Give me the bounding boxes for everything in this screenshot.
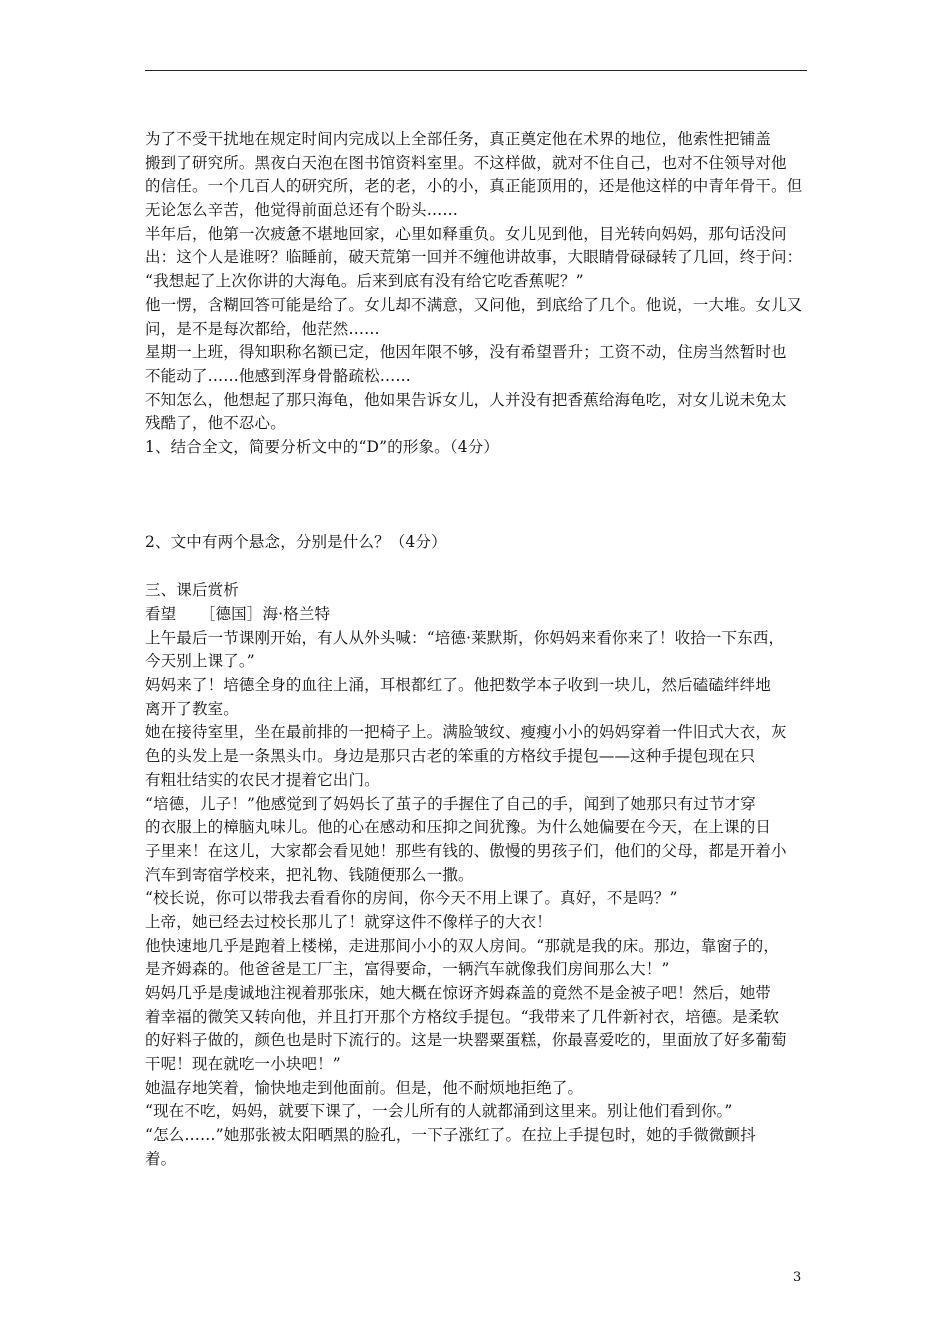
page-number: 3 <box>793 1270 802 1285</box>
paragraph-line: “培德，儿子！”他感觉到了妈妈长了茧子的手握住了自己的手，闻到了她那只有过节才穿 <box>145 794 756 813</box>
answer-space-2 <box>145 554 810 579</box>
paragraph-line: 不能动了……他感到浑身骨骼疏松…… <box>145 366 412 385</box>
paragraph-line: 无论怎么辛苦，他觉得前面总还有个盼头…… <box>145 201 459 220</box>
paragraph-line: “我想起了上次你讲的大海龟。后来到底有没有给它吃香蕉呢？” <box>145 272 584 291</box>
paragraph-line: 他快速地几乎是跑着上楼梯，走进那间小小的双人房间。“那就是我的床。那边，靠窗子的， <box>145 936 780 955</box>
paragraph-line: 不知怎么，他想起了那只海龟，他如果告诉女儿，人并没有把香蕉给海龟吃，对女儿说未免太 <box>145 390 787 409</box>
paragraph-line: 问，是不是每次都给，他茫然…… <box>145 319 380 338</box>
paragraph-line: 星期一上班，得知职称名额已定，他因年限不够，没有希望晋升；工资不动，住房当然暂时也 <box>145 343 787 362</box>
paragraph-line: 的好料子做的，颜色也是时下流行的。这是一块罂粟蛋糕，你最喜爱吃的，里面放了好多葡萄 <box>145 1031 787 1050</box>
paragraph-line: 离开了教室。 <box>145 699 239 718</box>
story-title: 看望 ［德国］海·格兰特 <box>145 605 331 623</box>
paragraph-line: 色的头发上是一条黑头巾。身边是那只古老的笨重的方格纹手提包——这种手提包现在只 <box>145 747 756 766</box>
paragraph-line: 他一愣，含糊回答可能是给了。女儿却不满意，又问他，到底给了几个。他说，一大堆。女儿又 <box>145 295 803 314</box>
paragraph-line: 残酷了，他不忍心。 <box>145 414 286 433</box>
page-content <box>145 128 810 1172</box>
paragraph-line: 妈妈几乎是虔诚地注视着那张床，她大概在惊讶齐姆森盖的竟然不是金被子吧！然后，她带 <box>145 984 772 1002</box>
passage-2 <box>145 627 810 1172</box>
paragraph-line: 着。 <box>145 1149 177 1168</box>
paragraph-line: 出：这个人是谁呀？临睡前，破天荒第一回并不缠他讲故事，大眼睛骨碌碌转了几回，终于问： <box>145 248 803 267</box>
paragraph-line: 上帝，她已经去过校长那儿了！就穿这件不像样子的大衣！ <box>145 912 552 931</box>
paragraph-line: 着幸福的微笑又转向他，并且打开那个方格纹手提包。“我带来了几件新衬衣，培德。是柔软 <box>145 1007 780 1026</box>
section-heading: 三、课后赏析 <box>145 581 239 600</box>
question-1: 1、结合全文，简要分析文中的“D”的形象。（4分） <box>145 437 499 456</box>
paragraph-line: 是齐姆森的。他爸爸是工厂主，富得要命，一辆汽车就像我们房间那么大！” <box>145 960 670 979</box>
paragraph-line: 搬到了研究所。黑夜白天泡在图书馆资料室里。不这样做，就对不住自己，也对不住领导对他 <box>145 153 787 172</box>
paragraph-line: 干呢！现在就吃一小块吧！” <box>145 1055 341 1074</box>
paragraph-line: 子里来！在这儿，大家都会看见她！那些有钱的、傲慢的男孩子们，他们的父母，都是开着小 <box>145 841 787 860</box>
passage-1 <box>145 128 810 436</box>
paragraph-line: 的衣服上的樟脑丸味儿。他的心在感动和压抑之间犹豫。为什么她偏要在今天，在上课的日 <box>145 818 772 837</box>
header-rule <box>145 70 807 71</box>
paragraph-line: “怎么……”她那张被太阳晒黑的脸孔，一下子涨红了。在拉上手提包时，她的手微微颤抖 <box>145 1126 756 1145</box>
paragraph-line: 今天别上课了。” <box>145 652 255 671</box>
paragraph-line: 她在接待室里，坐在最前排的一把椅子上。满脸皱纹、瘦瘦小小的妈妈穿着一件旧式大衣，灰 <box>145 723 787 742</box>
paragraph-line: “校长说，你可以带我去看看你的房间，你今天不用上课了。真好，不是吗？” <box>145 889 678 908</box>
paragraph-line: 上午最后一节课刚开始，有人从外头喊：“培德·莱默斯，你妈妈来看你来了！收拾一下东西， <box>145 628 785 647</box>
paragraph-line: 汽车到寄宿学校来，把礼物、钱随便那么一撒。 <box>145 865 474 884</box>
paragraph-line: 为了不受干扰地在规定时间内完成以上全部任务，真正奠定他在术界的地位，他索性把铺盖 <box>145 130 772 148</box>
paragraph-line: “现在不吃，妈妈，就要下课了，一会儿所有的人就都涌到这里来。别让他们看到你。” <box>145 1102 733 1121</box>
paragraph-line: 的信任。一个几百人的研究所，老的老，小的小，真正能顶用的，还是他这样的中青年骨干。但 <box>145 177 803 196</box>
answer-space-1 <box>145 460 810 531</box>
paragraph-line: 半年后，他第一次疲惫不堪地回家，心里如释重负。女儿见到他，目光转向妈妈，那句话没问 <box>145 224 787 243</box>
paragraph-line: 妈妈来了！培德全身的血往上涌，耳根都红了。他把数学本子收到一块儿，然后磕磕绊绊地 <box>145 676 772 695</box>
question-2: 2、文中有两个悬念，分别是什么？（4分） <box>145 532 447 551</box>
paragraph-line: 她温存地笑着，愉快地走到他面前。但是，他不耐烦地拒绝了。 <box>145 1078 584 1097</box>
paragraph-line: 有粗壮结实的农民才提着它出门。 <box>145 770 380 789</box>
